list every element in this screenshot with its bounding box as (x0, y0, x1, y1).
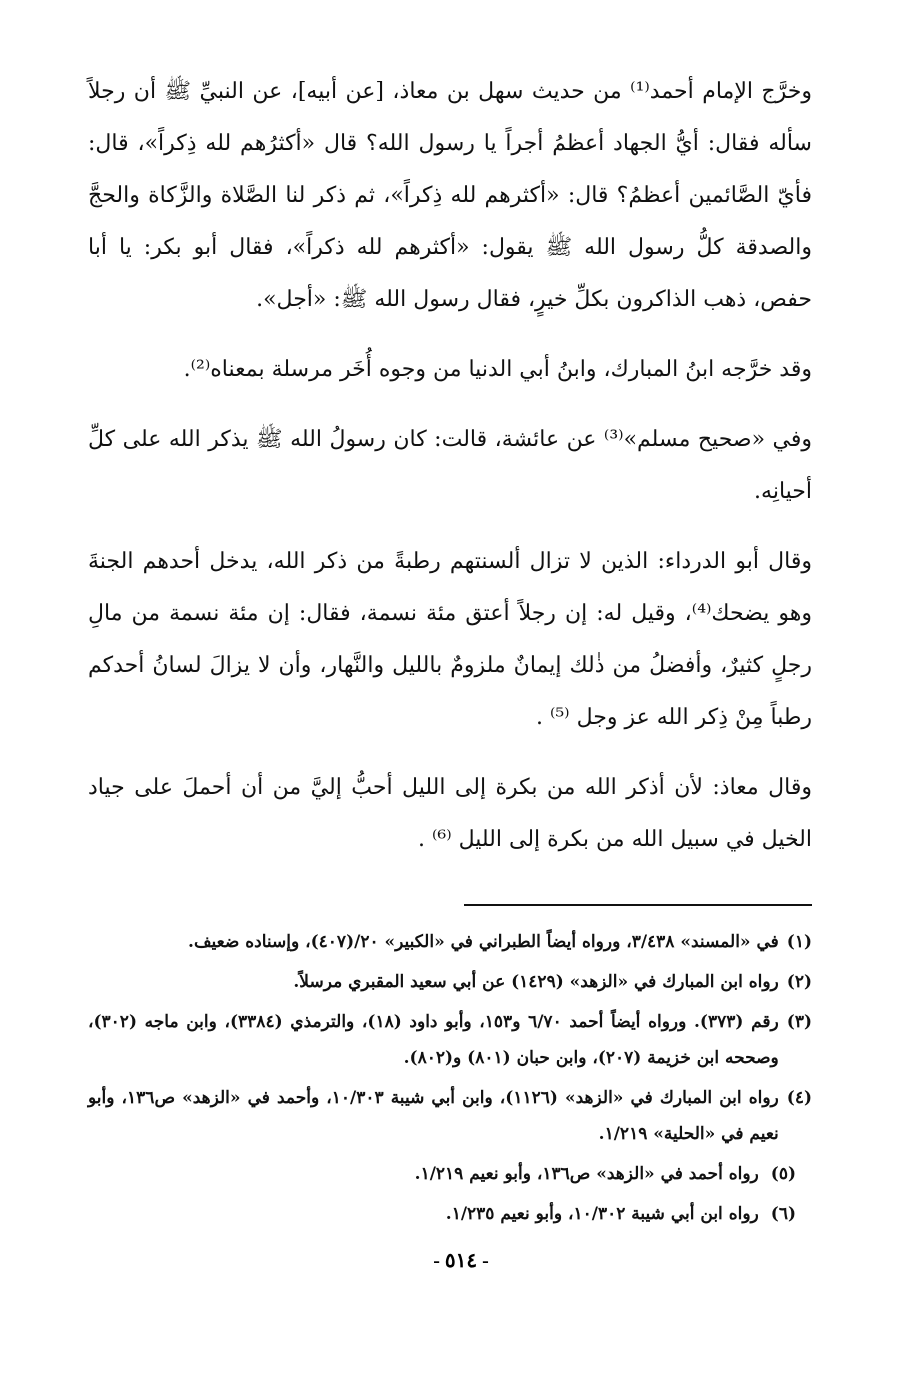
footnote-number: (١) (786, 932, 812, 952)
paragraph-5: وقال معاذ: لأن أذكر الله من بكرة إلى الليل أحبُّ إليَّ من أن أحملَ على جياد الخيل في سبيل الله من بكرة إلى الليل ⁽⁶⁾ . (88, 775, 812, 852)
footnote-separator-wrap (88, 884, 812, 924)
page-number: - ٥١٤ - (433, 1250, 489, 1272)
paragraph-2: وقد خرَّجه ابنُ المبارك، وابنُ أبي الدنيا من وجوه أُخَر مرسلة بمعناه⁽²⁾. (183, 357, 812, 382)
paragraph-3: وفي «صحيح مسلم»⁽³⁾ عن عائشة، قالت: كان رسولُ الله ﷺ يذكر الله على كلِّ أحيانِه. (88, 427, 813, 504)
footnote-number: (٤) (786, 1088, 812, 1108)
footnote-text: رقم (٣٧٣). ورواه أيضاً أحمد ٦/٧٠ و١٥٣، وأبو داود (١٨)، والترمذي (٣٣٨٤)، وابن ماجه (٣٠٢)، وصححه ابن خزيمة (٢٠٧)، وابن حبان (٨٠١) و(٨٠٢). (88, 1012, 779, 1068)
footnote-2 (88, 964, 812, 1000)
footnote-separator (464, 904, 812, 906)
footnote-text: رواه ابن المبارك في «الزهد» (١١٢٦)، وابن أبي شيبة ١٠/٣٠٣، وأحمد في «الزهد» ص١٣٦، وأبو نعيم في «الحلية» ١/٢١٩. (88, 1088, 779, 1144)
paragraph-4: وقال أبو الدرداء: الذين لا تزال ألسنتهم رطبةً من ذكر الله، يدخل أحدهم الجنةَ وهو يضحك⁽⁴⁾، وقيل له: إن رجلاً أعتق مئة نسمة، فقال: إن مئة نسمة من مالِ رجلٍ كثيرٌ، وأفضلُ من ذٰلك إيمانٌ ملزومٌ بالليل والنَّهار، وأن لا يزالَ لسانُ أحدكم رطباً مِنْ ذِكر الله عز وجل ⁽⁵⁾ . (88, 549, 812, 730)
footnote-4 (88, 1080, 812, 1152)
footnote-number: (٣) (786, 1012, 812, 1032)
footnote-text: رواه ابن أبي شيبة ١٠/٣٠٢، وأبو نعيم ١/٢٣٥. (445, 1204, 759, 1224)
footnote-3 (88, 1004, 812, 1076)
footnotes (88, 924, 812, 1232)
paragraph-1: وخرَّج الإمام أحمد⁽¹⁾ من حديث سهل بن معاذ، [عن أبيه]، عن النبيِّ ﷺ أن رجلاً سأله فقال: أيُّ الجهاد أعظمُ أجراً يا رسول الله؟ قال «أكثرُهم لله ذِكراً»، قال: فأيّ الصَّائمين أعظمُ؟ قال: «أكثرهم لله ذِكراً»، ثم ذكر لنا الصَّلاة والزَّكاة والحجَّ والصدقة كلُّ رسول الله ﷺ يقول: «أكثرهم لله ذكراً»، فقال أبو بكر: يا أبا حفص، ذهب الذاكرون بكلِّ خيرٍ، فقال رسول الله ﷺ: «أجل». (88, 79, 812, 312)
footnote-text: رواه ابن المبارك في «الزهد» (١٤٢٩) عن أبي سعيد المقبري مرسلاً. (293, 972, 779, 992)
footnote-number: (٦) (770, 1204, 796, 1224)
footnote-text: رواه أحمد في «الزهد» ص١٣٦، وأبو نعيم ١/٢١٩. (414, 1164, 759, 1184)
footnote-5 (88, 1156, 812, 1192)
main-text (88, 66, 812, 866)
footnote-1 (88, 924, 812, 960)
footnote-number: (٥) (770, 1164, 796, 1184)
footnote-number: (٢) (786, 972, 812, 992)
footnote-text: في «المسند» ٣/٤٣٨، ورواه أيضاً الطبراني في «الكبير» ٢٠/(٤٠٧)، وإسناده ضعيف. (188, 932, 779, 952)
footnote-6 (88, 1196, 812, 1232)
